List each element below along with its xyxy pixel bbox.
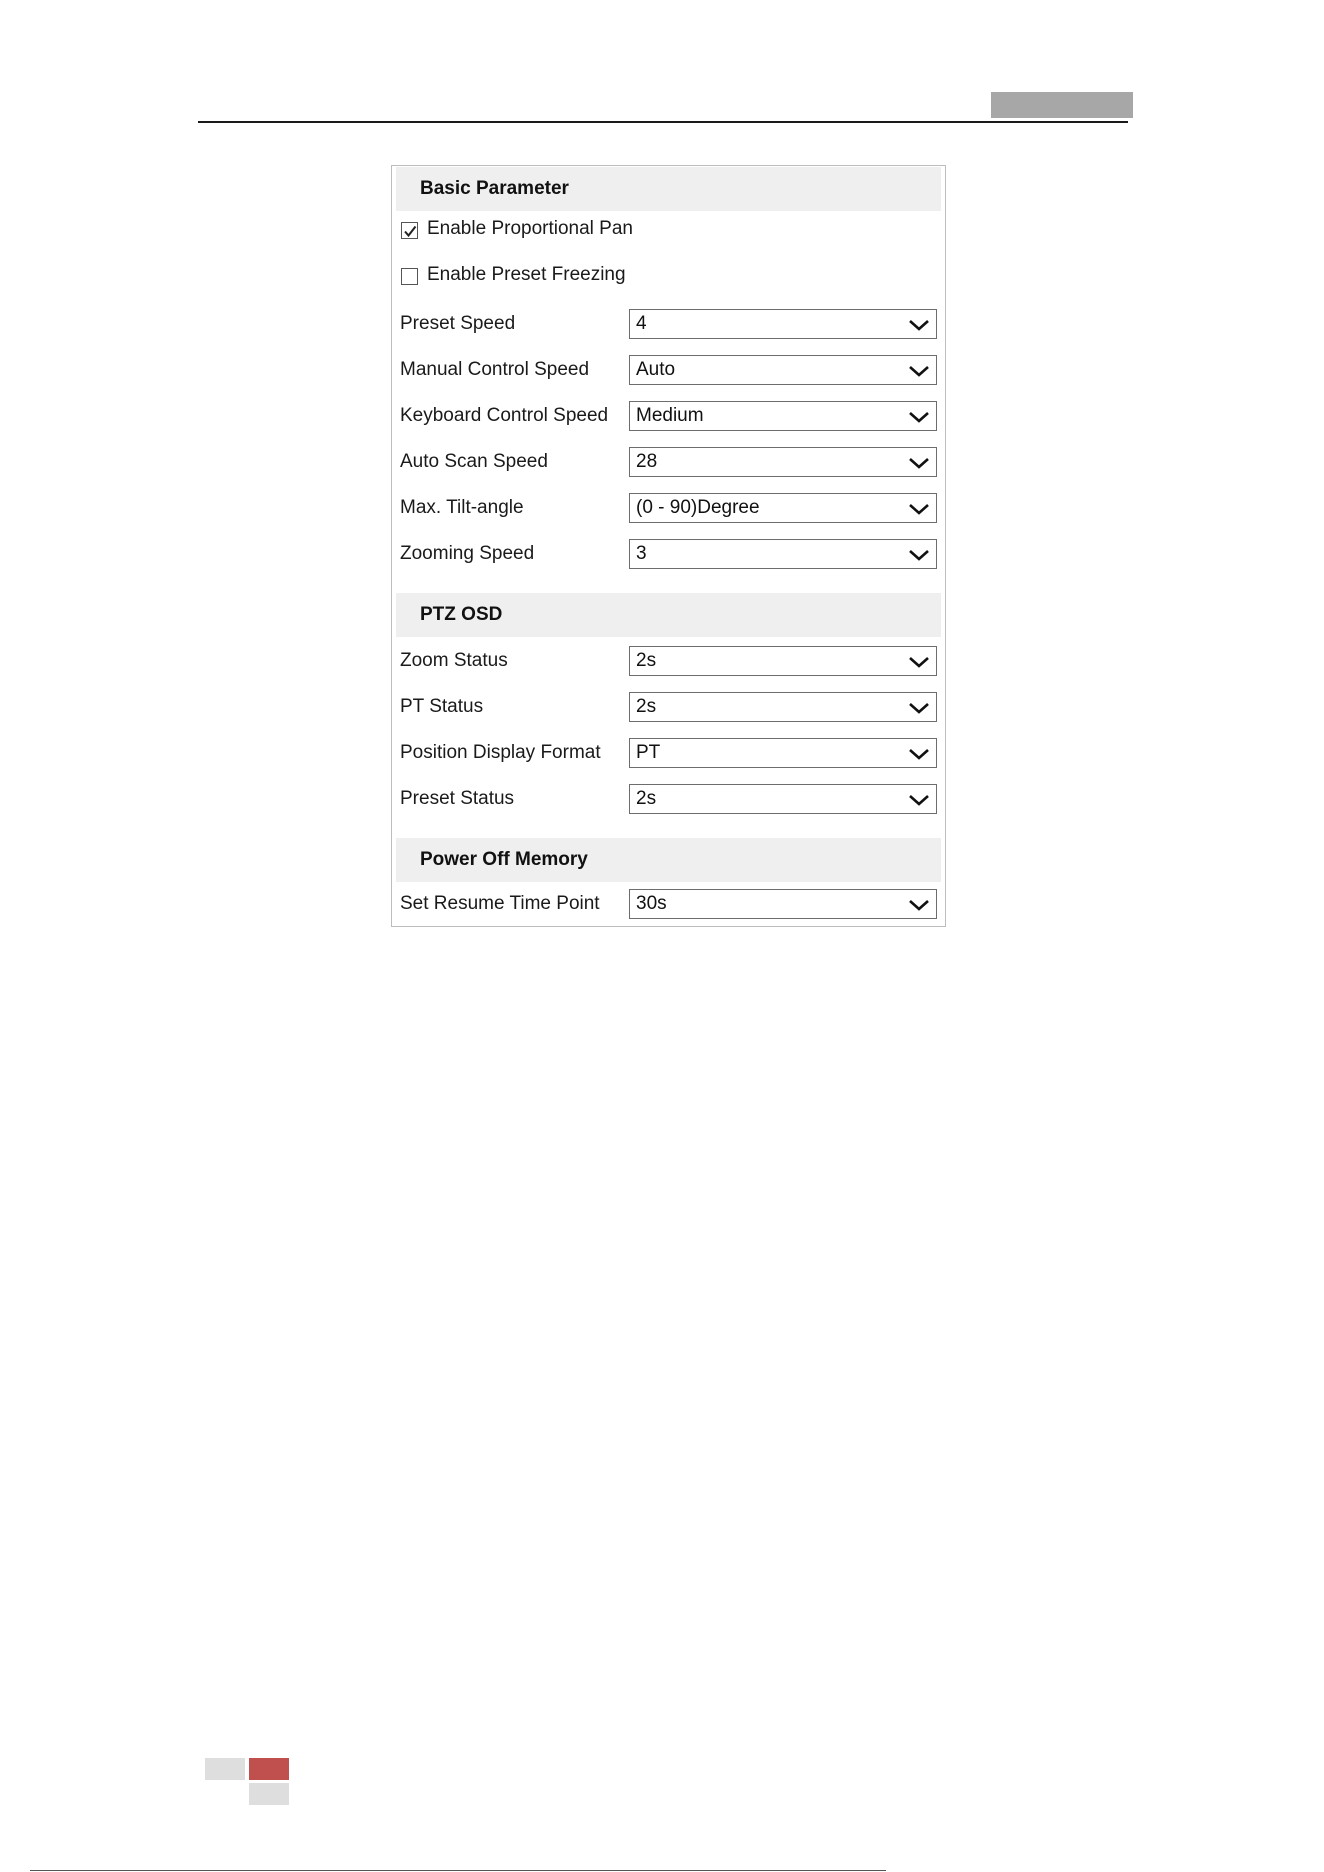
enable-proportional-pan-row[interactable] bbox=[396, 215, 796, 245]
chevron-down-icon bbox=[908, 746, 930, 762]
keyboard-control-speed-row bbox=[396, 401, 937, 431]
chevron-down-icon bbox=[908, 317, 930, 333]
preset-speed-row bbox=[396, 309, 937, 339]
section-title-ptz-osd: PTZ OSD bbox=[420, 604, 503, 625]
position-display-format-label: Position Display Format bbox=[400, 742, 601, 763]
chevron-down-icon bbox=[908, 700, 930, 716]
footer-decoration-red-block bbox=[249, 1758, 289, 1780]
zooming-speed-select[interactable] bbox=[629, 539, 937, 569]
keyboard-control-speed-value: Medium bbox=[636, 405, 704, 426]
set-resume-time-point-value: 30s bbox=[636, 893, 667, 914]
pt-status-select[interactable] bbox=[629, 692, 937, 722]
chevron-down-icon bbox=[908, 409, 930, 425]
chevron-down-icon bbox=[908, 501, 930, 517]
preset-status-row bbox=[396, 784, 937, 814]
manual-control-speed-value: Auto bbox=[636, 359, 676, 380]
section-title-basic-parameter: Basic Parameter bbox=[420, 178, 569, 199]
preset-status-select[interactable] bbox=[629, 784, 937, 814]
keyboard-control-speed-select[interactable] bbox=[629, 401, 937, 431]
zoom-status-select[interactable] bbox=[629, 646, 937, 676]
set-resume-time-point-label: Set Resume Time Point bbox=[400, 893, 600, 914]
enable-preset-freezing-checkbox[interactable] bbox=[401, 268, 418, 285]
chevron-down-icon bbox=[908, 455, 930, 471]
manual-control-speed-row bbox=[396, 355, 937, 385]
section-header-power-off-memory bbox=[396, 838, 941, 882]
position-display-format-value: PT bbox=[636, 742, 661, 763]
max-tilt-angle-select[interactable] bbox=[629, 493, 937, 523]
zooming-speed-label: Zooming Speed bbox=[400, 543, 535, 564]
section-header-basic-parameter bbox=[396, 167, 941, 211]
preset-speed-label: Preset Speed bbox=[400, 313, 516, 334]
auto-scan-speed-row bbox=[396, 447, 937, 477]
footer-rule bbox=[30, 1870, 886, 1871]
keyboard-control-speed-label: Keyboard Control Speed bbox=[400, 405, 609, 426]
pt-status-label: PT Status bbox=[400, 696, 484, 717]
position-display-format-row bbox=[396, 738, 937, 768]
header-rule bbox=[198, 121, 1128, 123]
manual-control-speed-select[interactable] bbox=[629, 355, 937, 385]
chevron-down-icon bbox=[908, 792, 930, 808]
enable-preset-freezing-label: Enable Preset Freezing bbox=[427, 264, 626, 285]
section-title-power-off-memory: Power Off Memory bbox=[420, 849, 588, 870]
chevron-down-icon bbox=[908, 654, 930, 670]
zooming-speed-row bbox=[396, 539, 937, 569]
checkmark-icon bbox=[402, 223, 419, 240]
footer-decoration-gray-block-lower bbox=[249, 1783, 289, 1805]
section-header-ptz-osd bbox=[396, 593, 941, 637]
auto-scan-speed-select[interactable] bbox=[629, 447, 937, 477]
position-display-format-select[interactable] bbox=[629, 738, 937, 768]
max-tilt-angle-value: (0 - 90)Degree bbox=[636, 497, 760, 518]
enable-proportional-pan-checkbox[interactable] bbox=[401, 222, 418, 239]
header-tab-box bbox=[991, 92, 1133, 118]
chevron-down-icon bbox=[908, 547, 930, 563]
preset-speed-select[interactable] bbox=[629, 309, 937, 339]
zoom-status-label: Zoom Status bbox=[400, 650, 508, 671]
auto-scan-speed-value: 28 bbox=[636, 451, 658, 472]
pt-status-value: 2s bbox=[636, 696, 657, 717]
pt-status-row bbox=[396, 692, 937, 722]
zoom-status-value: 2s bbox=[636, 650, 657, 671]
preset-status-label: Preset Status bbox=[400, 788, 515, 809]
preset-status-value: 2s bbox=[636, 788, 657, 809]
ptz-settings-panel bbox=[391, 165, 946, 927]
preset-speed-value: 4 bbox=[636, 313, 647, 334]
set-resume-time-point-row bbox=[396, 889, 937, 919]
max-tilt-angle-label: Max. Tilt-angle bbox=[400, 497, 524, 518]
enable-preset-freezing-row[interactable] bbox=[396, 261, 796, 291]
max-tilt-angle-row bbox=[396, 493, 937, 523]
chevron-down-icon bbox=[908, 363, 930, 379]
set-resume-time-point-select[interactable] bbox=[629, 889, 937, 919]
zooming-speed-value: 3 bbox=[636, 543, 647, 564]
footer-decoration-gray-block bbox=[205, 1758, 245, 1780]
enable-proportional-pan-label: Enable Proportional Pan bbox=[427, 218, 633, 239]
manual-control-speed-label: Manual Control Speed bbox=[400, 359, 590, 380]
chevron-down-icon bbox=[908, 897, 930, 913]
auto-scan-speed-label: Auto Scan Speed bbox=[400, 451, 548, 472]
zoom-status-row bbox=[396, 646, 937, 676]
